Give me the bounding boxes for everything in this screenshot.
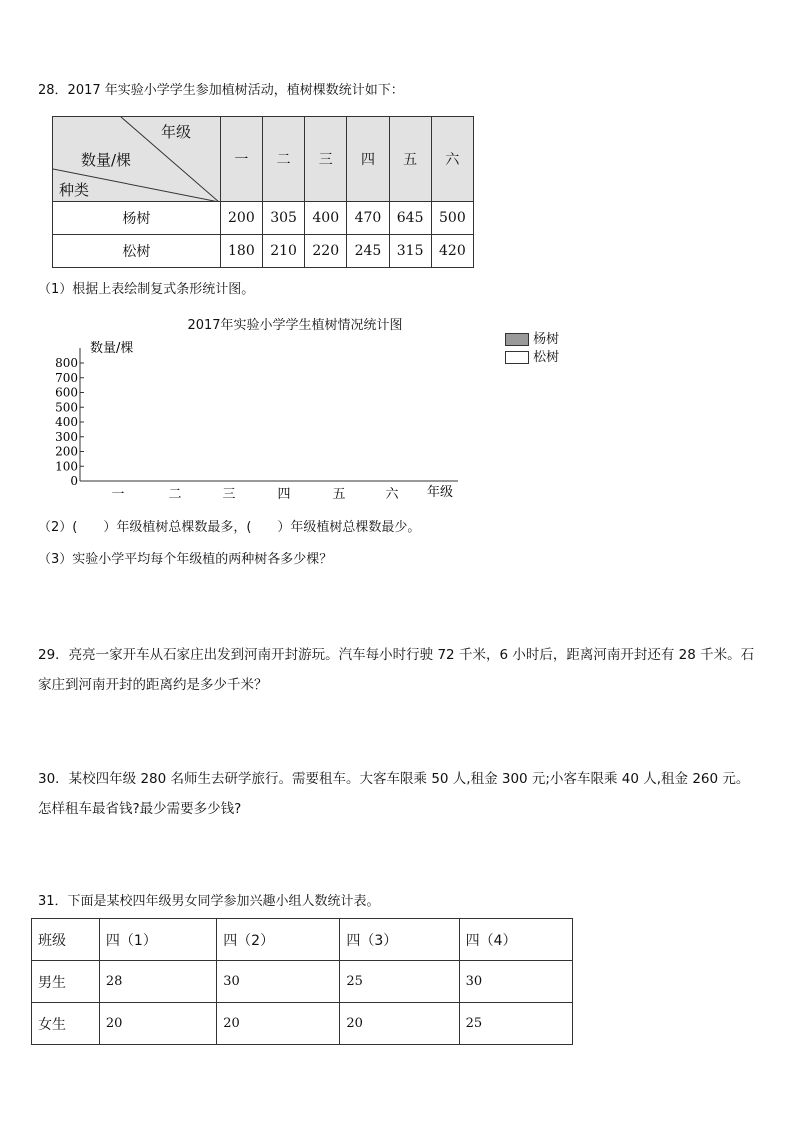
corner-label-grade: 年级	[161, 123, 192, 141]
tree-planting-table	[52, 116, 474, 268]
table-cell: 200	[220, 202, 262, 235]
table-row	[32, 961, 573, 1003]
legend-item-yang	[505, 331, 559, 349]
table-row	[53, 202, 474, 235]
header-cell: 班级	[32, 919, 100, 961]
chart-title: 2017年实验小学学生植树情况统计图	[187, 318, 403, 333]
grade-header-cell: 二	[262, 117, 304, 202]
corner-label-quantity: 数量/棵	[81, 151, 132, 169]
header-cell: 四（2）	[217, 919, 340, 961]
row-label: 杨树	[53, 202, 221, 235]
header-cell: 四（3）	[340, 919, 459, 961]
table-cell: 470	[347, 202, 389, 235]
grade-header-cell: 六	[431, 117, 473, 202]
table-cell: 245	[347, 235, 389, 268]
y-axis-label: 数量/棵	[90, 341, 134, 356]
header-cell: 四（1）	[99, 919, 216, 961]
y-tick-label: 400	[55, 415, 78, 429]
table-cell: 315	[389, 235, 431, 268]
table-cell: 220	[305, 235, 347, 268]
legend-label: 杨树	[533, 332, 560, 347]
y-tick-label: 500	[55, 400, 78, 415]
corner-label-kind: 种类	[59, 181, 90, 199]
table-cell: 400	[305, 202, 347, 235]
table-cell: 30	[217, 961, 340, 1003]
q30-text: 30．某校四年级 280 名师生去研学旅行。需要租车。大客车限乘 50 人,租金 300 元;小客车限乘 40 人,租金 260 元。怎样租车最省钱?最少需要多少钱?	[38, 771, 750, 817]
x-category-label: 五	[332, 487, 346, 502]
table-cell: 20	[99, 1003, 216, 1045]
table-cell: 210	[262, 235, 304, 268]
table-cell: 20	[340, 1003, 459, 1045]
grade-header-cell: 一	[220, 117, 262, 202]
q29-text: 29．亮亮一家开车从石家庄出发到河南开封游玩。汽车每小时行驶 72 千米，6 小时后，距离河南开封还有 28 千米。石家庄到河南开封的距离约是多少千米？	[38, 647, 755, 693]
y-tick-label: 600	[55, 385, 78, 400]
chart-legend	[505, 331, 559, 367]
x-category-label: 三	[222, 487, 236, 502]
grade-header-cell: 四	[347, 117, 389, 202]
x-category-label: 四	[277, 487, 291, 502]
legend-item-song	[505, 349, 559, 367]
y-tick-label: 300	[55, 429, 78, 444]
table-cell: 28	[99, 961, 216, 1003]
x-axis-label: 年级	[427, 485, 454, 500]
legend-swatch-gray	[505, 333, 529, 346]
x-category-label: 六	[385, 487, 399, 502]
legend-label: 松树	[533, 350, 560, 365]
interest-group-table	[31, 918, 573, 1045]
row-label: 松树	[53, 235, 221, 268]
q28-intro: 28．2017 年实验小学学生参加植树活动，植树棵数统计如下：	[38, 83, 404, 98]
x-category-label: 一	[111, 487, 125, 502]
y-tick-label: 100	[55, 459, 78, 474]
table-header-row	[32, 919, 573, 961]
y-tick-label: 800	[55, 356, 78, 370]
row-label: 女生	[32, 1003, 100, 1045]
table-cell: 25	[340, 961, 459, 1003]
q31-intro: 31．下面是某校四年级男女同学参加兴趣小组人数统计表。	[38, 894, 380, 909]
grade-header-cell: 三	[305, 117, 347, 202]
table-cell: 420	[431, 235, 473, 268]
y-tick-label: 700	[55, 370, 78, 385]
row-label: 男生	[32, 961, 100, 1003]
y-tick-label: 200	[55, 444, 78, 459]
table-cell: 25	[459, 1003, 572, 1045]
table-cell: 20	[217, 1003, 340, 1045]
table-row	[53, 235, 474, 268]
table-cell: 500	[431, 202, 473, 235]
table-corner-header	[53, 117, 221, 202]
q28-sub2: （2）( ）年级植树总棵数最多，( ）年级植树总棵数最少。	[38, 520, 421, 535]
table-cell: 30	[459, 961, 572, 1003]
table-cell: 645	[389, 202, 431, 235]
header-cell: 四（4）	[459, 919, 572, 961]
y-tick-label: 0	[70, 474, 78, 488]
x-category-label: 二	[168, 487, 182, 502]
q28-sub1: （1）根据上表绘制复式条形统计图。	[38, 282, 255, 297]
legend-swatch-white	[505, 351, 529, 364]
q28-sub3: （3）实验小学平均每个年级植的两种树各多少棵？	[38, 552, 333, 567]
bar-chart	[40, 336, 480, 506]
table-row	[32, 1003, 573, 1045]
table-cell: 180	[220, 235, 262, 268]
grade-header-cell: 五	[389, 117, 431, 202]
table-cell: 305	[262, 202, 304, 235]
